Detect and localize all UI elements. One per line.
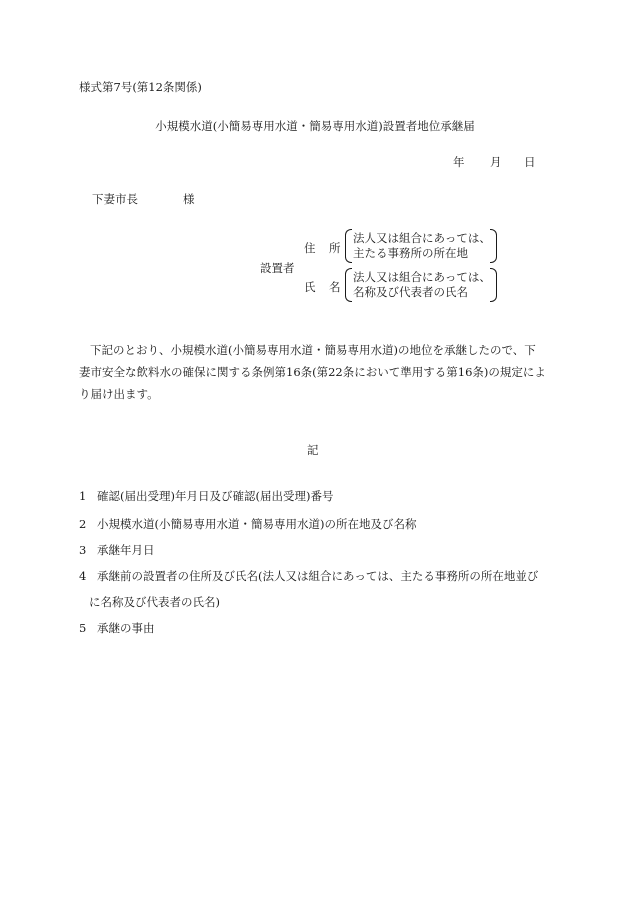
body-paragraph bbox=[79, 339, 549, 405]
applicant-label: 設置者 bbox=[260, 261, 295, 275]
date-day-label: 日 bbox=[524, 155, 536, 169]
right-bracket bbox=[490, 229, 497, 263]
address-note bbox=[345, 229, 497, 263]
name-label-char-1: 氏 bbox=[304, 280, 316, 294]
item-number: 3 bbox=[79, 543, 87, 557]
item-text: 小規模水道(小簡易専用水道・簡易専用水道)の所在地及び名称 bbox=[97, 517, 417, 531]
list-item bbox=[79, 571, 538, 583]
name-note bbox=[345, 268, 497, 302]
item-number: 2 bbox=[79, 517, 87, 531]
list-item bbox=[79, 519, 416, 531]
record-heading: 記 bbox=[307, 443, 319, 457]
right-bracket bbox=[490, 268, 497, 302]
addressee-name: 下妻市長 bbox=[92, 192, 138, 206]
item-number: 1 bbox=[79, 489, 87, 503]
address-note-line-1: 法人又は組合にあっては、 bbox=[353, 231, 491, 245]
left-bracket bbox=[345, 229, 352, 263]
name-note-line-1: 法人又は組合にあっては、 bbox=[353, 270, 491, 284]
list-item-continuation bbox=[89, 597, 220, 609]
item-number: 5 bbox=[79, 621, 87, 635]
item-text: 承継前の設置者の住所及び氏名(法人又は組合にあっては、主たる事務所の所在地並び bbox=[97, 569, 539, 583]
document-title: 小規模水道(小簡易専用水道・簡易専用水道)設置者地位承継届 bbox=[155, 119, 475, 133]
item-text: 承継年月日 bbox=[97, 543, 155, 557]
body-line-2: 妻市安全な飲料水の確保に関する条例第16条(第22条において準用する第16条)の規定によ bbox=[79, 365, 546, 379]
item-text: 承継の事由 bbox=[97, 621, 155, 635]
left-bracket bbox=[345, 268, 352, 302]
addressee-honorific: 様 bbox=[183, 192, 195, 206]
list-item bbox=[79, 623, 155, 635]
item-number: 4 bbox=[79, 569, 87, 583]
name-label-char-2: 名 bbox=[329, 280, 341, 294]
date-month-label: 月 bbox=[490, 155, 502, 169]
name-note-line-2: 名称及び代表者の氏名 bbox=[353, 285, 468, 299]
address-note-line-2: 主たる事務所の所在地 bbox=[353, 246, 468, 260]
form-number: 様式第7号(第12条関係) bbox=[79, 80, 202, 94]
list-item bbox=[79, 545, 155, 557]
list-item bbox=[79, 491, 333, 503]
item-text: 確認(届出受理)年月日及び確認(届出受理)番号 bbox=[97, 489, 334, 503]
date-year-label: 年 bbox=[453, 155, 465, 169]
body-line-3: り届け出ます。 bbox=[79, 387, 159, 401]
address-label-char-1: 住 bbox=[304, 241, 316, 255]
item-text: に名称及び代表者の氏名) bbox=[89, 595, 220, 609]
body-line-1: 下記のとおり、小規模水道(小簡易専用水道・簡易専用水道)の地位を承継したので、下 bbox=[90, 343, 536, 357]
address-label-char-2: 所 bbox=[329, 241, 341, 255]
